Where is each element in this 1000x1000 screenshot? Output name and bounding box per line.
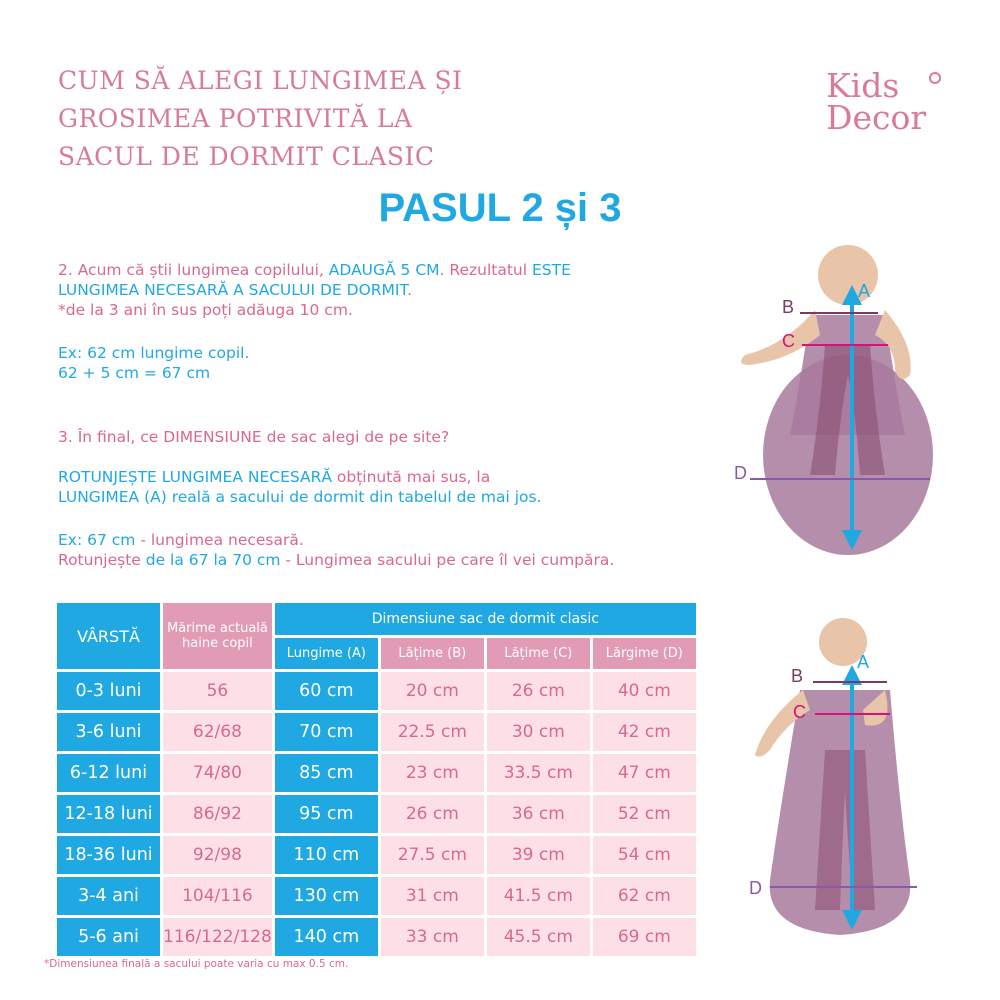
step-2-highlight: ADAUGĂ 5 CM	[328, 261, 440, 279]
breadth-d-cell: 40 cm	[593, 672, 696, 710]
width-b-cell: 27.5 cm	[381, 836, 484, 874]
baby-sack-illustration-infant	[730, 235, 950, 555]
step-2-example	[58, 343, 458, 383]
label-a: A	[857, 652, 870, 672]
example-part: Ex:	[58, 531, 88, 549]
baby-sack-illustration-toddler	[745, 610, 945, 940]
footnote: *Dimensiunea finală a sacului poate varia cu max 0.5 cm.	[44, 958, 349, 970]
example-part: - Lungimea sacului pe care îl vei cumpăra.	[280, 551, 615, 569]
example-part: 70 cm	[232, 551, 281, 569]
ball-icon	[929, 72, 941, 84]
age-cell: 12-18 luni	[57, 795, 160, 833]
label-a: A	[858, 281, 871, 301]
table-row	[57, 836, 696, 874]
title-line-2: GROSIMEA POTRIVITĂ LA	[58, 104, 413, 133]
example-part: 67	[188, 551, 209, 569]
length-a-cell: 85 cm	[275, 754, 378, 792]
table-row	[57, 918, 696, 956]
step-3-part: reală a sacului de dormit din tabelul de mai jos.	[166, 488, 542, 506]
example-part: la	[208, 551, 233, 569]
length-a-cell: 140 cm	[275, 918, 378, 956]
size-header: Mărime actuală haine copil	[163, 603, 272, 669]
step-2-text	[58, 260, 708, 320]
length-a-header: Lungime (A)	[275, 638, 378, 670]
size-cell: 86/92	[163, 795, 272, 833]
width-b-header: Lățime (B)	[381, 638, 484, 670]
label-c: C	[793, 702, 806, 722]
length-a-cell: 70 cm	[275, 713, 378, 751]
width-b-cell: 26 cm	[381, 795, 484, 833]
length-a-cell: 130 cm	[275, 877, 378, 915]
width-c-header: Lățime (C)	[487, 638, 590, 670]
kids-decor-logo	[826, 66, 956, 137]
breadth-d-cell: 52 cm	[593, 795, 696, 833]
breadth-d-cell: 54 cm	[593, 836, 696, 874]
width-b-cell: 23 cm	[381, 754, 484, 792]
age-cell: 18-36 luni	[57, 836, 160, 874]
table-row	[57, 795, 696, 833]
label-b: B	[791, 666, 804, 686]
label-d: D	[749, 878, 762, 898]
width-c-cell: 45.5 cm	[487, 918, 590, 956]
age-cell: 5-6 ani	[57, 918, 160, 956]
size-cell: 56	[163, 672, 272, 710]
step-2-highlight: LUNGIMEA NECESARĂ A SACULUI DE DORMIT	[58, 281, 408, 299]
label-b: B	[782, 297, 795, 317]
step-2-note: *de la 3 ani în sus poți adăuga 10 cm.	[58, 301, 353, 319]
step-title: PASUL 2 și 3	[378, 186, 622, 230]
size-cell: 92/98	[163, 836, 272, 874]
length-a-cell: 110 cm	[275, 836, 378, 874]
step-3-text	[58, 467, 718, 507]
breadth-d-cell: 42 cm	[593, 713, 696, 751]
example-part: de la	[140, 551, 189, 569]
logo-line-2: Decor	[826, 98, 927, 137]
example-line-1: Ex: 62 cm lungime copil.	[58, 344, 250, 362]
step-2-part: .	[407, 281, 413, 299]
age-cell: 0-3 luni	[57, 672, 160, 710]
step-2-highlight: ESTE	[532, 261, 571, 279]
size-cell: 62/68	[163, 713, 272, 751]
size-cell: 116/122/128	[163, 918, 272, 956]
width-c-cell: 30 cm	[487, 713, 590, 751]
logo-line-1: Kids	[826, 66, 900, 105]
width-b-cell: 20 cm	[381, 672, 484, 710]
title-line-3: SACUL DE DORMIT CLASIC	[58, 142, 435, 171]
table-row	[57, 877, 696, 915]
table-row	[57, 754, 696, 792]
example-part: - lungimea necesară.	[135, 531, 304, 549]
width-c-cell: 33.5 cm	[487, 754, 590, 792]
size-table	[54, 600, 699, 959]
age-cell: 3-6 luni	[57, 713, 160, 751]
label-d: D	[734, 463, 747, 483]
age-header: VÂRSTĂ	[57, 603, 160, 669]
breadth-d-cell: 69 cm	[593, 918, 696, 956]
step-3-highlight: LUNGIMEA (A)	[58, 488, 167, 506]
size-cell: 104/116	[163, 877, 272, 915]
dimensions-header: Dimensiune sac de dormit clasic	[275, 603, 696, 635]
step-2-part: . Rezultatul	[439, 261, 532, 279]
length-a-cell: 95 cm	[275, 795, 378, 833]
title-line-1: CUM SĂ ALEGI LUNGIMEA ȘI	[58, 66, 463, 95]
step-3-example	[58, 530, 738, 570]
length-a-cell: 60 cm	[275, 672, 378, 710]
breadth-d-header: Lărgime (D)	[593, 638, 696, 670]
width-c-cell: 26 cm	[487, 672, 590, 710]
width-c-cell: 39 cm	[487, 836, 590, 874]
example-line-2: 62 + 5 cm = 67 cm	[58, 364, 211, 382]
step-2-part: 2. Acum că știi lungimea copilului,	[58, 261, 329, 279]
width-b-cell: 33 cm	[381, 918, 484, 956]
age-cell: 3-4 ani	[57, 877, 160, 915]
width-c-cell: 36 cm	[487, 795, 590, 833]
breadth-d-cell: 62 cm	[593, 877, 696, 915]
age-cell: 6-12 luni	[57, 754, 160, 792]
table-row	[57, 672, 696, 710]
table-row	[57, 713, 696, 751]
example-part: 67 cm	[87, 531, 136, 549]
width-c-cell: 41.5 cm	[487, 877, 590, 915]
width-b-cell: 31 cm	[381, 877, 484, 915]
page-title	[58, 62, 478, 176]
example-part: Rotunjește	[58, 551, 141, 569]
breadth-d-cell: 47 cm	[593, 754, 696, 792]
step-3-part: obținută mai sus, la	[331, 468, 491, 486]
size-cell: 74/80	[163, 754, 272, 792]
width-b-cell: 22.5 cm	[381, 713, 484, 751]
step-3-question: 3. În final, ce DIMENSIUNE de sac alegi de pe site?	[58, 428, 450, 446]
label-c: C	[782, 331, 795, 351]
step-3-highlight: ROTUNJEȘTE LUNGIMEA NECESARĂ	[58, 468, 332, 486]
